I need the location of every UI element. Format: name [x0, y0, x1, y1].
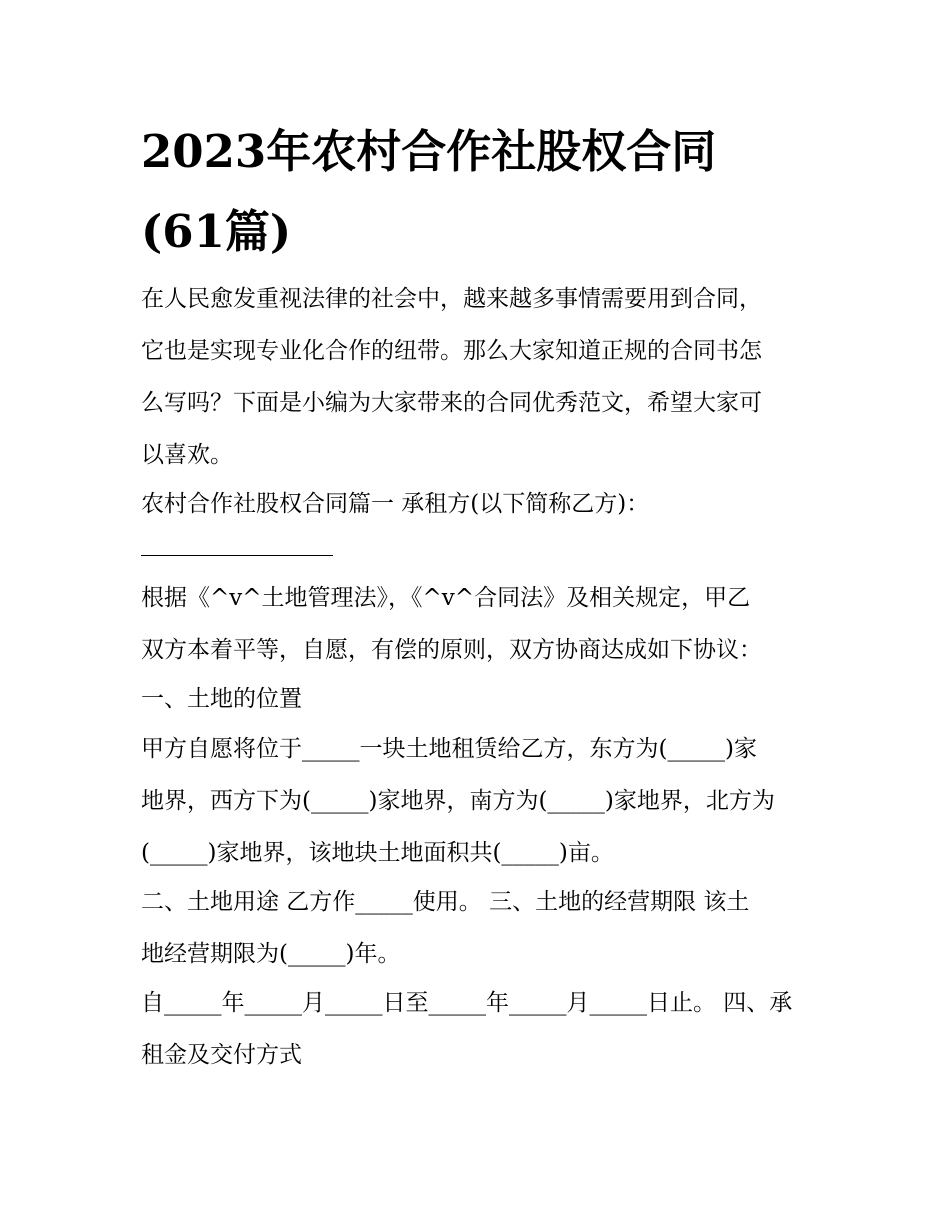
clause-2-line: 地经营期限为(_____)年。 — [141, 941, 401, 967]
blank-fill-line — [141, 555, 333, 556]
clause-1-line: 甲方自愿将位于_____一块土地租赁给乙方，东方为(_____)家 — [141, 736, 757, 762]
basis-line: 双方本着平等，自愿，有偿的原则，双方协商达成如下协议： — [141, 637, 762, 663]
document-title — [141, 112, 841, 272]
clause-1-line: (_____)家地界，该地块土地面积共(_____)亩。 — [141, 840, 614, 866]
clause-3-paragraph — [141, 977, 831, 1081]
clause-1-heading: 一、土地的位置 — [141, 686, 302, 712]
section-heading: 农村合作社股权合同篇一 承租方(以下简称乙方)： — [141, 491, 650, 517]
clause-3-line: 自_____年_____月_____日至_____年_____月_____日止。 四、承 — [141, 990, 793, 1016]
intro-paragraph — [141, 273, 831, 481]
intro-line: 么写吗？下面是小编为大家带来的合同优秀范文，希望大家可 — [141, 390, 762, 416]
clause-1-line: 地界，西方下为(_____)家地界，南方为(_____)家地界，北方为 — [141, 788, 775, 814]
basis-line: 根据《^v^土地管理法》，《^v^合同法》及相关规定，甲乙 — [141, 585, 751, 611]
intro-line: 以喜欢。 — [141, 442, 233, 468]
title-line: (61篇) — [141, 205, 292, 258]
clause-2-line: 二、土地用途 乙方作_____使用。 三、土地的经营期限 该土 — [141, 889, 750, 915]
clause-3-line: 租金及交付方式 — [141, 1042, 302, 1068]
basis-paragraph — [141, 572, 831, 676]
intro-line: 在人民愈发重视法律的社会中，越来越多事情需要用到合同， — [141, 286, 762, 312]
section-heading-paragraph — [141, 478, 831, 530]
clause-1-heading-paragraph — [141, 673, 831, 725]
title-line: 2023年农村合作社股权合同 — [141, 125, 717, 178]
intro-line: 它也是实现专业化合作的纽带。那么大家知道正规的合同书怎 — [141, 338, 762, 364]
clause-1-paragraph — [141, 723, 831, 879]
clause-2-paragraph — [141, 876, 831, 980]
